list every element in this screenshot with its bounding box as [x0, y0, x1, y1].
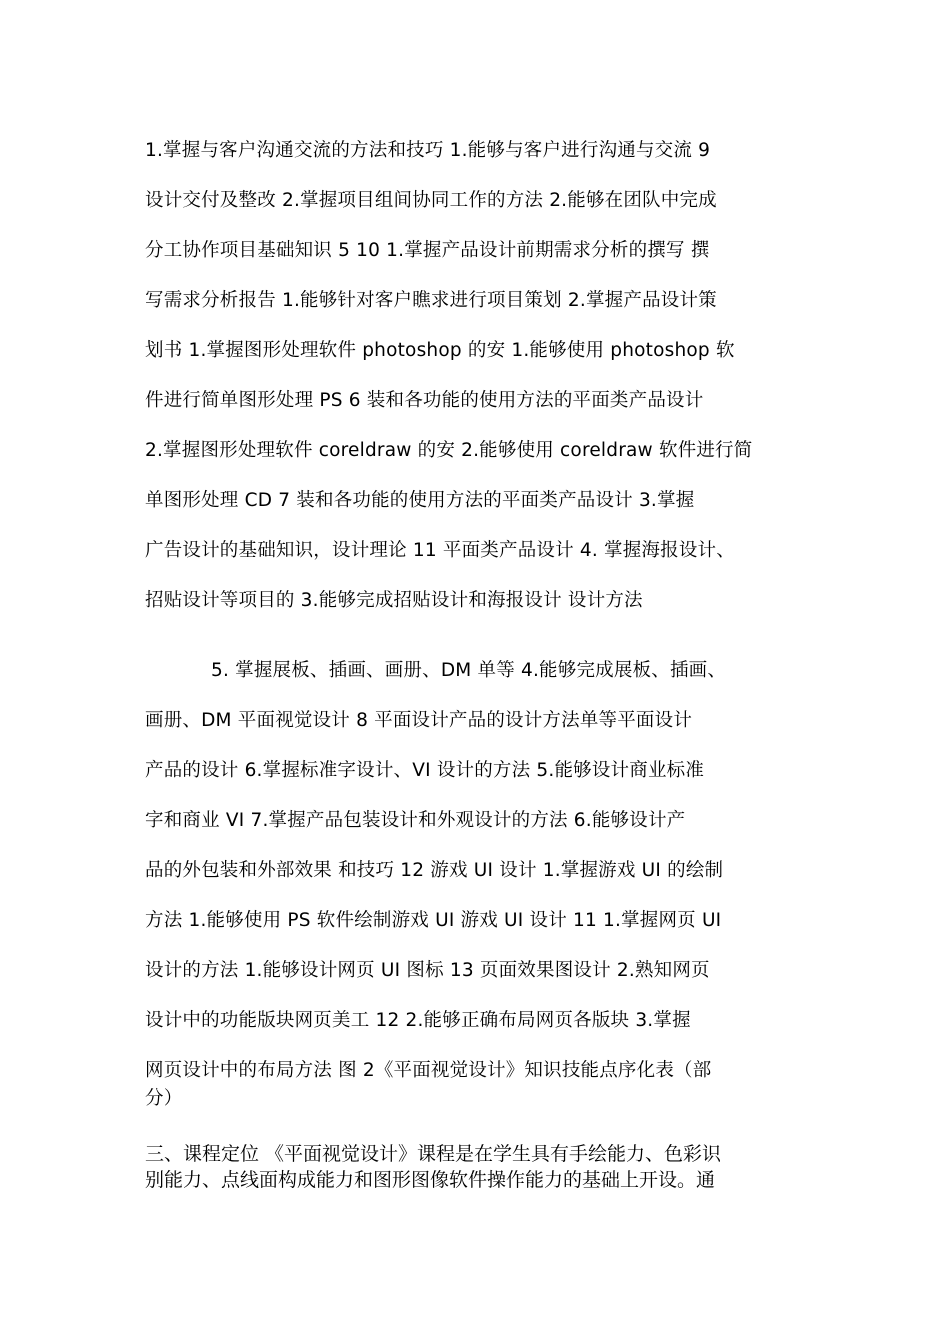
text-line: 单图形处理 CD 7 装和各功能的使用方法的平面类产品设计 3.掌握 [145, 490, 695, 511]
text-line: 画册、DM 平面视觉设计 8 平面设计产品的设计方法单等平面设计 [145, 710, 693, 731]
text-line: 方法 1.能够使用 PS 软件绘制游戏 UI 游戏 UI 设计 11 1.掌握网页 UI [145, 910, 722, 931]
text-line: 广告设计的基础知识，设计理论 11 平面类产品设计 4. 掌握海报设计、 [145, 540, 735, 561]
text-line: 分工协作项目基础知识 5 10 1.掌握产品设计前期需求分析的撰写 撰 [145, 240, 710, 261]
text-line: 设计中的功能版块网页美工 12 2.能够正确布局网页各版块 3.掌握 [145, 1010, 691, 1031]
text-line: 件进行简单图形处理 PS 6 装和各功能的使用方法的平面类产品设计 [145, 390, 704, 411]
text-line: 5. 掌握展板、插画、画册、DM 单等 4.能够完成展板、插画、 [211, 660, 727, 681]
text-line: 网页设计中的布局方法 图 2《平面视觉设计》知识技能点序化表（部 [145, 1060, 712, 1081]
text-line: 设计交付及整改 2.掌握项目组间协同工作的方法 2.能够在团队中完成 [145, 190, 717, 211]
skills-table-text-part-1 [145, 136, 815, 636]
text-line: 招贴设计等项目的 3.能够完成招贴设计和海报设计 设计方法 [145, 590, 643, 611]
text-line: 别能力、点线面构成能力和图形图像软件操作能力的基础上开设。通 [145, 1169, 716, 1191]
text-line: 三、课程定位 《平面视觉设计》课程是在学生具有手绘能力、色彩识 [145, 1143, 722, 1165]
text-line: 1.掌握与客户沟通交流的方法和技巧 1.能够与客户进行沟通与交流 9 [145, 140, 711, 161]
skills-table-text-part-2 [145, 656, 815, 1112]
text-line: 划书 1.掌握图形处理软件 photoshop 的安 1.能够使用 photoshop 软 [145, 340, 735, 361]
text-line: 产品的设计 6.掌握标准字设计、VI 设计的方法 5.能够设计商业标准 [145, 760, 705, 781]
text-line: 字和商业 VI 7.掌握产品包装设计和外观设计的方法 6.能够设计产 [145, 810, 686, 831]
text-line: 设计的方法 1.能够设计网页 UI 图标 13 页面效果图设计 2.熟知网页 [145, 960, 710, 981]
course-positioning-paragraph [145, 1141, 815, 1193]
text-line: 分） [145, 1088, 183, 1109]
text-line: 品的外包装和外部效果 和技巧 12 游戏 UI 设计 1.掌握游戏 UI 的绘制 [145, 860, 724, 881]
text-line: 写需求分析报告 1.能够针对客户瞧求进行项目策划 2.掌握产品设计策 [145, 290, 717, 311]
text-line: 2.掌握图形处理软件 coreldraw 的安 2.能够使用 coreldraw 软件进行简 [145, 440, 753, 461]
